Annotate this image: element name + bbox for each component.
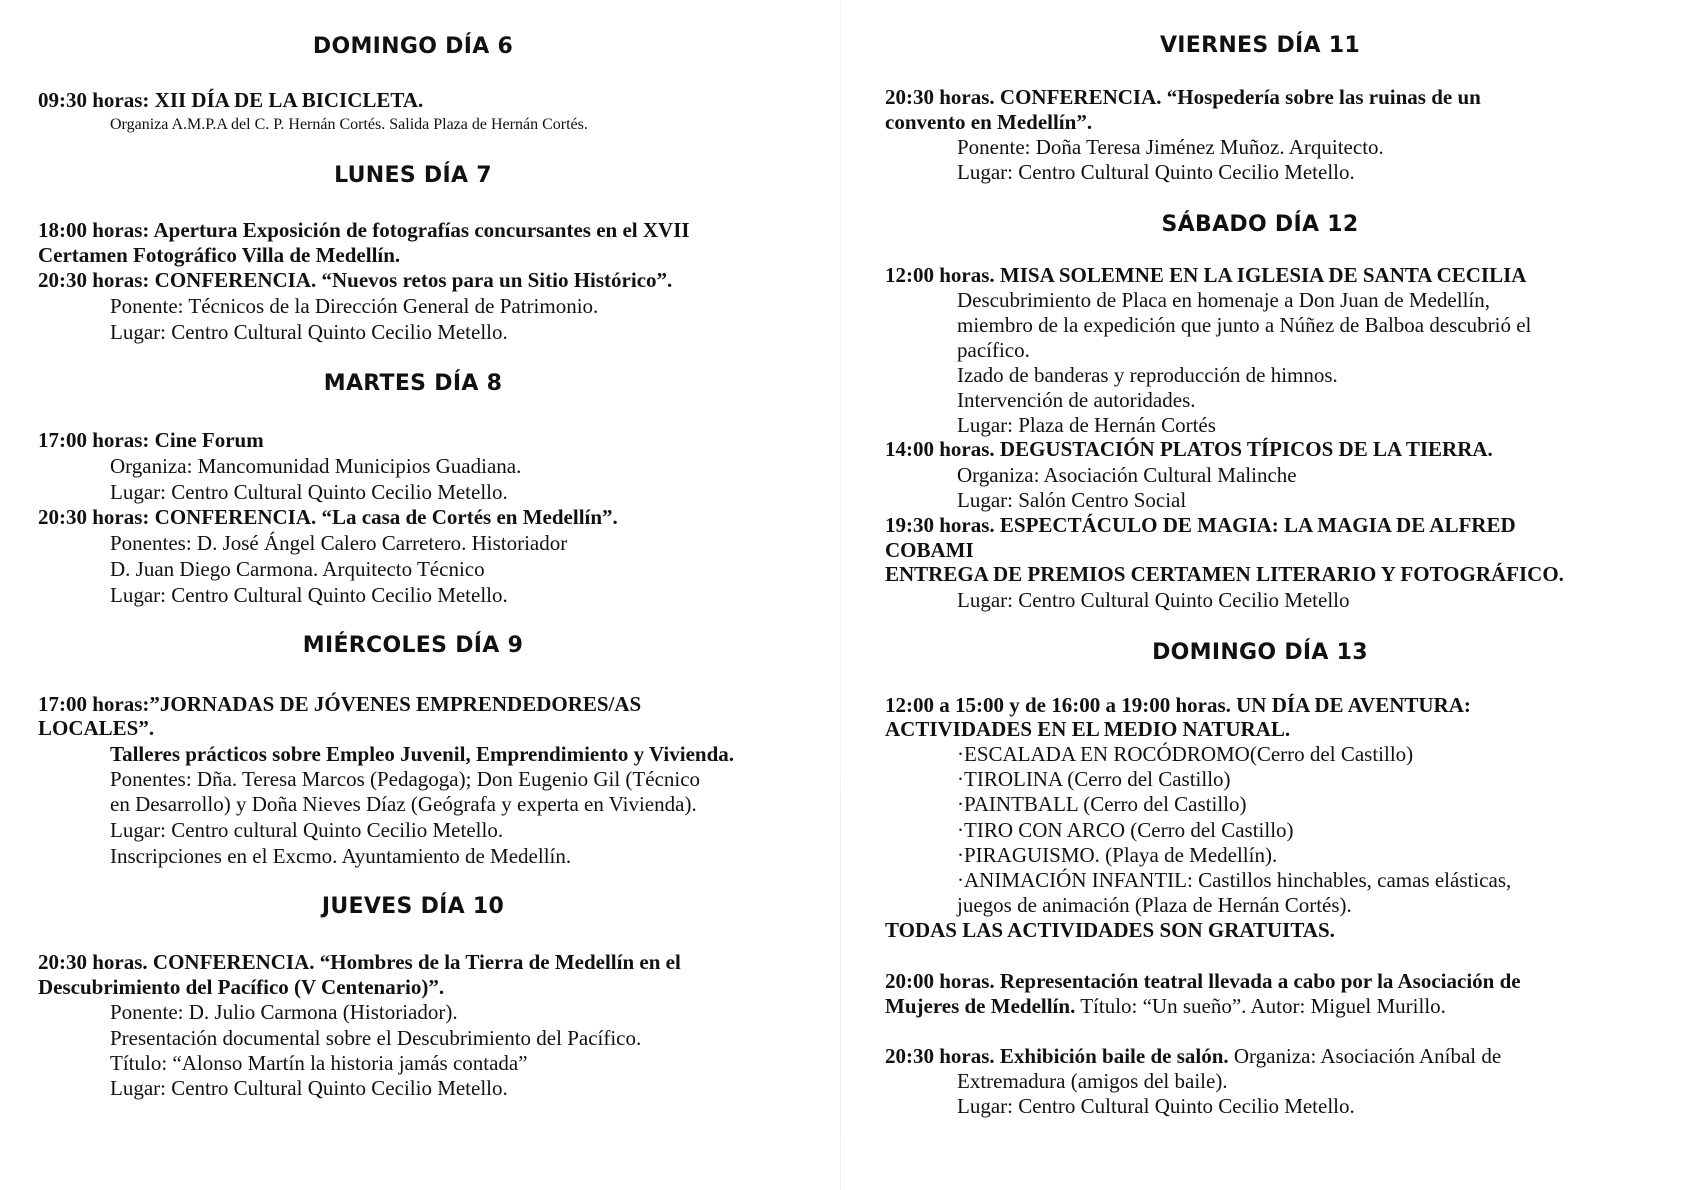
activity-item: ·TIRO CON ARCO (Cerro del Castillo) bbox=[957, 818, 1294, 842]
event-detail: Lugar: Salón Centro Social bbox=[957, 488, 1187, 512]
event-detail: Lugar: Centro Cultural Quinto Cecilio Metello. bbox=[957, 160, 1355, 184]
event-line: 17:00 horas:”JORNADAS DE JÓVENES EMPRENDEDORES/AS bbox=[38, 692, 642, 716]
event-line: COBAMI bbox=[885, 538, 974, 562]
event-line: 20:30 horas. CONFERENCIA. “Hombres de la Tierra de Medellín en el bbox=[38, 950, 681, 974]
event-line: TODAS LAS ACTIVIDADES SON GRATUITAS. bbox=[885, 918, 1335, 942]
heading-thursday-10: JUEVES DÍA 10 bbox=[321, 894, 505, 919]
heading-monday-7: LUNES DÍA 7 bbox=[334, 163, 492, 188]
event-line: 12:00 horas. MISA SOLEMNE EN LA IGLESIA DE SANTA CECILIA bbox=[885, 263, 1527, 287]
event-detail: Organiza A.M.P.A del C. P. Hernán Cortés. Salida Plaza de Hernán Cortés. bbox=[110, 116, 588, 133]
event-detail: Ponentes: Dña. Teresa Marcos (Pedagoga); Don Eugenio Gil (Técnico bbox=[110, 767, 701, 791]
event-line: 20:30 horas: CONFERENCIA. “Nuevos retos para un Sitio Histórico”. bbox=[38, 268, 673, 292]
event-detail: Inscripciones en el Excmo. Ayuntamiento de Medellín. bbox=[110, 844, 572, 868]
event-line: 20:30 horas: CONFERENCIA. “La casa de Cortés en Medellín”. bbox=[38, 505, 618, 529]
event-detail: Título: “Alonso Martín la historia jamás contada” bbox=[110, 1051, 528, 1075]
event-detail: Ponente: D. Julio Carmona (Historiador). bbox=[110, 1000, 458, 1024]
event-line: ENTREGA DE PREMIOS CERTAMEN LITERARIO Y FOTOGRÁFICO. bbox=[885, 562, 1564, 586]
event-line: 19:30 horas. ESPECTÁCULO DE MAGIA: LA MAGIA DE ALFRED bbox=[885, 513, 1516, 537]
activity-item: ·PIRAGUISMO. (Playa de Medellín). bbox=[957, 843, 1278, 867]
event-detail: Ponentes: D. José Ángel Calero Carretero. Historiador bbox=[110, 531, 568, 555]
event-line-regular: Organiza: Asociación Aníbal de bbox=[1228, 1044, 1502, 1068]
event-line: convento en Medellín”. bbox=[885, 110, 1093, 134]
event-line-bold: Mujeres de Medellín. bbox=[885, 994, 1076, 1018]
event-line: ACTIVIDADES EN EL MEDIO NATURAL. bbox=[885, 717, 1291, 741]
event-line: 18:00 horas: Apertura Exposición de fotografías concursantes en el XVII bbox=[38, 218, 690, 242]
event-detail: Lugar: Centro cultural Quinto Cecilio Metello. bbox=[110, 818, 504, 842]
event-detail: Talleres prácticos sobre Empleo Juvenil, Emprendimiento y Vivienda. bbox=[110, 742, 735, 766]
heading-sunday-6: DOMINGO DÍA 6 bbox=[312, 34, 514, 59]
heading-saturday-12: SÁBADO DÍA 12 bbox=[1161, 212, 1359, 237]
event-line-bold: 20:30 horas. Exhibición baile de salón. bbox=[885, 1044, 1229, 1068]
event-detail: Lugar: Plaza de Hernán Cortés bbox=[957, 413, 1216, 437]
event-line: 09:30 horas: XII DÍA DE LA BICICLETA. bbox=[38, 88, 424, 112]
event-detail: Organiza: Asociación Cultural Malinche bbox=[957, 463, 1297, 487]
heading-sunday-13: DOMINGO DÍA 13 bbox=[1152, 640, 1368, 665]
event-line: 12:00 a 15:00 y de 16:00 a 19:00 horas. UN DÍA DE AVENTURA: bbox=[885, 693, 1471, 717]
event-detail: Izado de banderas y reproducción de himnos. bbox=[957, 363, 1338, 387]
event-line: 14:00 horas. DEGUSTACIÓN PLATOS TÍPICOS DE LA TIERRA. bbox=[885, 437, 1493, 461]
heading-wednesday-9: MIÉRCOLES DÍA 9 bbox=[302, 633, 524, 658]
event-line: 20:00 horas. Representación teatral llevada a cabo por la Asociación de bbox=[885, 969, 1521, 993]
heading-tuesday-8: MARTES DÍA 8 bbox=[323, 371, 503, 396]
event-line: Certamen Fotográfico Villa de Medellín. bbox=[38, 243, 401, 267]
event-line: LOCALES”. bbox=[38, 716, 155, 740]
event-detail: Ponente: Técnicos de la Dirección General de Patrimonio. bbox=[110, 294, 599, 318]
event-line: Descubrimiento del Pacífico (V Centenario)”. bbox=[38, 975, 445, 999]
event-line bbox=[885, 994, 1446, 1019]
event-detail: Lugar: Centro Cultural Quinto Cecilio Metello. bbox=[110, 320, 508, 344]
activity-item: juegos de animación (Plaza de Hernán Cortés). bbox=[957, 893, 1352, 917]
page-fold-divider bbox=[840, 0, 841, 1190]
activity-item: ·TIROLINA (Cerro del Castillo) bbox=[957, 767, 1231, 791]
activity-item: ·ANIMACIÓN INFANTIL: Castillos hinchables, camas elásticas, bbox=[957, 868, 1512, 892]
event-line: 20:30 horas. CONFERENCIA. “Hospedería sobre las ruinas de un bbox=[885, 85, 1481, 109]
activity-item: ·ESCALADA EN ROCÓDROMO(Cerro del Castillo) bbox=[957, 742, 1414, 766]
event-line-regular: Título: “Un sueño”. Autor: Miguel Murillo. bbox=[1075, 994, 1446, 1018]
event-detail: miembro de la expedición que junto a Núñez de Balboa descubrió el bbox=[957, 313, 1532, 337]
activity-item: ·PAINTBALL (Cerro del Castillo) bbox=[957, 792, 1247, 816]
event-detail: Lugar: Centro Cultural Quinto Cecilio Metello. bbox=[110, 1076, 508, 1100]
event-line: 17:00 horas: Cine Forum bbox=[38, 428, 264, 452]
heading-friday-11: VIERNES DÍA 11 bbox=[1159, 33, 1361, 58]
event-detail: Presentación documental sobre el Descubrimiento del Pacífico. bbox=[110, 1026, 642, 1050]
event-detail: Lugar: Centro Cultural Quinto Cecilio Metello. bbox=[957, 1094, 1355, 1118]
event-detail: Descubrimiento de Placa en homenaje a Don Juan de Medellín, bbox=[957, 288, 1490, 312]
event-detail: pacífico. bbox=[957, 338, 1030, 362]
event-detail: D. Juan Diego Carmona. Arquitecto Técnico bbox=[110, 557, 485, 581]
event-detail: en Desarrollo) y Doña Nieves Díaz (Geógrafa y experta en Vivienda). bbox=[110, 792, 697, 816]
event-detail: Intervención de autoridades. bbox=[957, 388, 1196, 412]
event-detail: Organiza: Mancomunidad Municipios Guadiana. bbox=[110, 454, 522, 478]
event-detail: Extremadura (amigos del baile). bbox=[957, 1069, 1228, 1093]
event-detail: Lugar: Centro Cultural Quinto Cecilio Metello bbox=[957, 588, 1350, 612]
event-line bbox=[885, 1044, 1501, 1069]
event-detail: Ponente: Doña Teresa Jiménez Muñoz. Arquitecto. bbox=[957, 135, 1384, 159]
event-detail: Lugar: Centro Cultural Quinto Cecilio Metello. bbox=[110, 480, 508, 504]
event-detail: Lugar: Centro Cultural Quinto Cecilio Metello. bbox=[110, 583, 508, 607]
